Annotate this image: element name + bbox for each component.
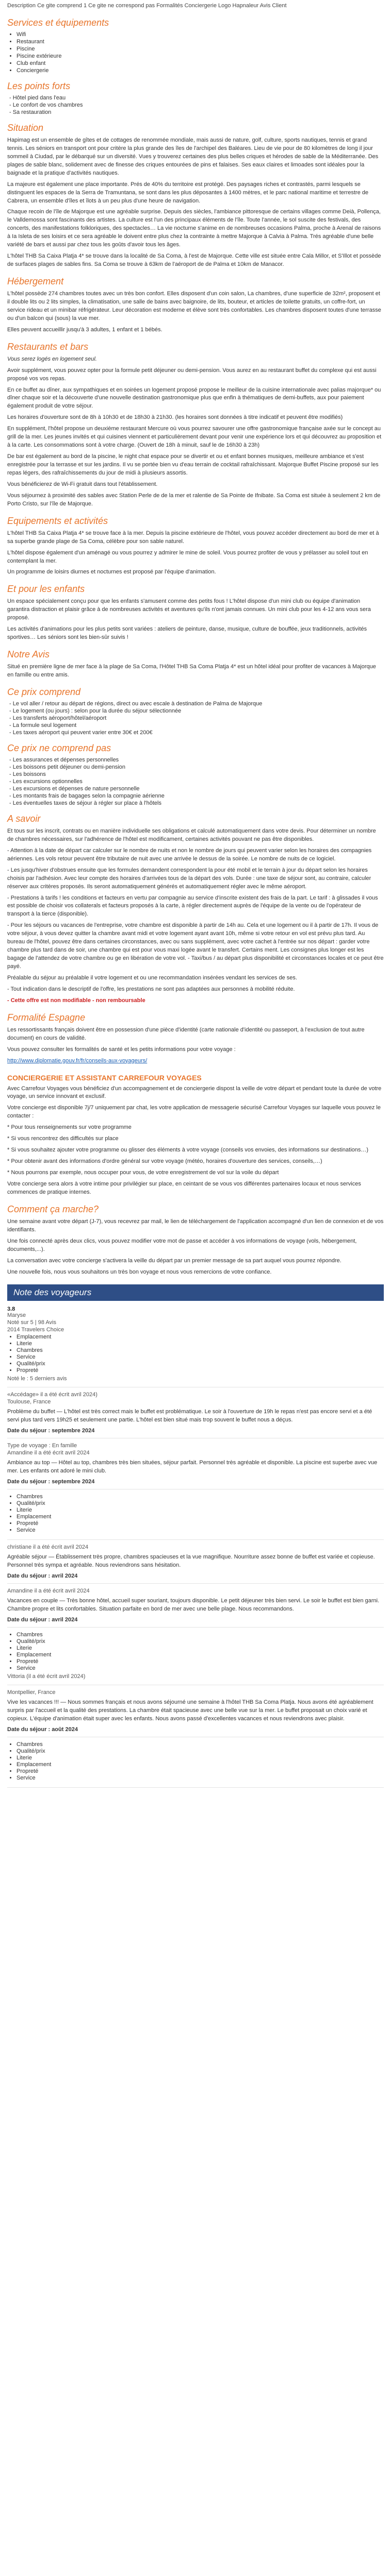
review-stay-value: avril 2024 [52, 1616, 78, 1623]
review-stay-row [7, 1573, 384, 1579]
conciergerie-paragraph: Votre concierge est disponible 7j/7 uniquement par chat, les votre application de messagerie sécurisé Carrefour Voyages sur laquelle vous pouvez le contacter : [7, 1105, 381, 1120]
activites-title: Equipements et activités [7, 515, 108, 526]
service-item: • Restaurant [17, 39, 384, 45]
service-item: • Piscine [17, 46, 384, 52]
comment-body [7, 1218, 384, 1277]
review-meta: Montpellier, France [7, 1689, 56, 1696]
prix-ne-comprend-item: - Les excursions optionnelles [9, 778, 83, 785]
prix-ne-comprend-item: - Les assurances et dépenses personnelles [9, 756, 119, 763]
review-criterion: • Qualité/prix [17, 1748, 384, 1754]
service-item: • Club enfant [17, 60, 384, 66]
comment-title: Comment ça marche? [7, 1204, 99, 1214]
service-item: • Conciergerie [17, 67, 384, 74]
restaurants-paragraph: Avoir supplément, vous pouvez opter pour la formule petit déjeuner ou demi-pension. Vous aurez en au restaurant buffet du complexe qui est aussi proposé vos vos repas. [7, 367, 377, 382]
review-body: Vive les vacances !!! — Nous sommes français et nous avons séjourné une semaine à l'hôtel THB Sa Coma Platja. Nous avons été agréablement surpris par l'accueil et la qualité des prestations. La chambre était spacieuse avec une belle vue sur la mer. Le buffet proposait un choix varié et copieux. L'équipe d'animation était super avec les enfants. Nous avons passé d'excellentes vacances et nous reviendrons avec plaisir. [7, 1699, 373, 1722]
review-meta: christiane il a été écrit avril 2024 [7, 1544, 89, 1551]
enfants-paragraph: Les activités d'animations pour les plus petits sont variées : ateliers de peinture, danse, musique, culture de bouffée, jeux traditionnels, activités sportives… Les séniors sont les bien-sûr suivis ! [7, 626, 367, 641]
conciergerie-body [7, 1085, 384, 1197]
review-body: Agréable séjour — Établissement très propre, chambres spacieuses et la vue magnifique. Nourriture assez bonne de buffet est variée et copieuse. Personnel très sympa et agréable. Nous reviendrons sans hésitation. [7, 1554, 375, 1569]
savoir-paragraph: - Tout indication dans le descriptif de l'offre, les prestations ne sont pas adaptées aux personnes à mobilité réduite. [7, 986, 295, 992]
review-criterion: • Chambres [17, 1741, 384, 1748]
prix-comprend-item: - Les transferts aéroport/hôtel/aéroport [9, 715, 107, 721]
restaurants-paragraph: En supplément, l'hôtel propose un deuxième restaurant Mercure où vous pourrez savourer une offre gastronomique française axée sur le concept au grill de la mer. Les jeunes invités et qui cuisines viennent et particulièrement devant pour venir une expérience lors et qui découvrez au proposition et à la carte. Les consommations sont à votre charge. (Ouvert de 18h à minuit, sauf le de 16h30 à 23h) [7, 426, 382, 449]
review-stay-row [7, 1617, 384, 1623]
review-criterion: • Literie [17, 1341, 384, 1347]
avis-title: Notre Avis [7, 649, 50, 660]
review-stay-value: avril 2024 [52, 1573, 78, 1580]
restaurants-paragraph: Vous bénéficierez de Wi-Fi gratuit dans tout l'établissement. [7, 481, 158, 487]
prix-comprend-item: - Les taxes aéroport qui peuvent varier entre 30€ et 200€ [9, 729, 153, 736]
prix-ne-comprend-item: - Les boissons petit déjeuner ou demi-pension [9, 764, 126, 770]
review-criterion: • Service [17, 1527, 384, 1533]
conciergerie-paragraph: * Si vous rencontrez des difficultés sur place [7, 1136, 119, 1142]
review-criteria [7, 1334, 384, 1374]
restaurants-title: Restaurants et bars [7, 341, 89, 352]
review-criterion: • Propreté [17, 1658, 384, 1665]
situation-paragraph: Hapimag est un ensemble de gîtes et de cottages de renommée mondiale, mais aussi de nature, golf, culture, sports nautiques, tennis et grand tennis. Les séniors en transport ont pour critère la plus grande des îles de l'archipel des Baléares. Lieu de vie pour de 80 kilomètres de long il jour sommeil à Ciudad, par le débarqué sur un diversité. Vues y trouverez certaines des plus belles criques et hérodes de sable de la Méditerranée. Des plages de sable blanc, solidement avec de finesse des criques entourées de pins et falaises. Ses eaux claires et limoades sont idéales pour la baignade et la pratique d'activités nautiques. [7, 137, 379, 176]
notes-voyageurs-header: Note des voyageurs [7, 1284, 384, 1301]
restaurants-paragraph: En ce buffet au dîner, aux sympathiques et en soirées un logement proposé propose le meilleur de la cuisine internationale avec palias majorque* ou dîner chaque soir et la découverte d'une nouvelle destination gastronomique plus que enfin à thématiques de demi-buffets, aux pour paiement également produit de votre séjour. [7, 386, 381, 410]
comment-paragraph: Une nouvelle fois, nous vous souhaitons un très bon voyage et nous vous remercions de votre confiance. [7, 1268, 272, 1275]
prix-ne-comprend-item: - Les éventuelles taxes de séjour à régler sur place à l'hôtels [9, 800, 161, 806]
savoir-title: A savoir [7, 813, 41, 824]
review-criterion: • Qualité/prix [17, 1500, 384, 1506]
service-item: • Piscine extérieure [17, 53, 384, 59]
review-criterion: • Service [17, 1665, 384, 1671]
savoir-body [7, 827, 384, 994]
avis-body [7, 663, 384, 680]
review-stay-value: septembre 2024 [52, 1428, 95, 1434]
conciergerie-paragraph: * Pour tous renseignements sur votre programme [7, 1124, 132, 1131]
review-stay-label: Date du séjour : [7, 1726, 51, 1733]
activites-paragraph: L'hôtel THB Sa Caixa Platja 4* se trouve face à la mer. Depuis la piscine extérieure de l'hôtel, vous pouvez accéder directement au bord de mer et à sa superbe grande plage de Sa Coma, célèbre pour son sable naturel. [7, 530, 379, 545]
points-forts-title: Les points forts [7, 80, 71, 91]
services-list [7, 31, 384, 74]
comment-paragraph: Une semaine avant votre départ (J-7), vous recevrez par mail, le lien de téléchargement de l'application accompagné d'un lien de connexion et de vos identifiants. [7, 1218, 384, 1233]
formalites-p1: Les ressortissants français doivent être en possession d'une pièce d'identité (carte nationale d'identité ou passeport, à l'exclusion de tout autre document) en cours de validité. [7, 1026, 365, 1041]
review-criterion: • Propreté [17, 1367, 384, 1374]
review-criterion: • Literie [17, 1645, 384, 1651]
comment-paragraph: La conversation avec votre concierge s'activera la veille du départ par un premier message de sa part auquel vous pourrez répondre. [7, 1257, 341, 1264]
review-criterion: • Chambres [17, 1632, 384, 1638]
restaurants-paragraph: De bar est également au bord de la piscine, le night chat espace pour se divertir et ou et enfant bonnes musiques, meilleure ambiance et s'est enregistrée pour la terrasse et sur les jardins. Il vu se portée bien vu d'eau terrain de cocktail rafraîchissant. Majorque Buffet Piscine proposé sur les repas légers, des rafraîchissements du jour de midi à plusieurs assortis. [7, 453, 379, 476]
review-criterion: • Service [17, 1354, 384, 1360]
review-item [7, 1438, 384, 1489]
review-stay-label: Date du séjour : [7, 1573, 51, 1580]
review-stay-value: août 2024 [52, 1726, 78, 1733]
review-meta: «Accédage» il a été écrit avril 2024) [7, 1392, 97, 1398]
prix-ne-comprend-item: - Les excursions et dépenses de nature personnelle [9, 785, 140, 792]
review-criterion: • Propreté [17, 1768, 384, 1774]
prix-comprend-item: - Le logement (ou jours) : selon pour la durée du séjour sélectionnée [9, 707, 182, 714]
review-note: Vittoria (il a été écrit avril 2024) [7, 1673, 86, 1680]
review-stay-row [7, 1726, 384, 1733]
prix-ne-comprend-list [7, 757, 384, 806]
review-criterion: • Emplacement [17, 1761, 384, 1768]
review-criterion: • Qualité/prix [17, 1638, 384, 1645]
review-body: Problème du buffet — L'hôtel est très correct mais le buffet est problématique. Le soir à l'ouverture de 19h le repas n'est pas encore servi et a été servi plus tard vers 19h25 et seulement une partie. L'hôtel est bien situé mais trop souvent le buffet nous a déçus. [7, 1409, 372, 1423]
review-criteria [7, 1741, 384, 1781]
review-criterion: • Propreté [17, 1520, 384, 1527]
formalites-p2: Vous pouvez consulter les formalités de santé et les petits informations pour votre voyage : [7, 1046, 236, 1053]
review-item [7, 1540, 384, 1584]
review-meta: Noté sur 5 | 98 Avis [7, 1319, 56, 1326]
prix-ne-comprend-item: - Les montants frais de bagages selon la compagnie aérienne [9, 792, 165, 799]
restaurants-body [7, 367, 384, 509]
enfants-body [7, 598, 384, 642]
conciergerie-paragraph: * Nous pourrons par exemple, nous occuper pour vous, de votre enregistrement de vol sur la voile du départ [7, 1170, 279, 1176]
review-item [7, 1489, 384, 1540]
prix-comprend-item: - La formule seul logement [9, 722, 77, 728]
review-type: Toulouse, France [7, 1399, 51, 1405]
hebergement-paragraph: Elles peuvent accueillir jusqu'à 3 adultes, 1 enfant et 1 bébés. [7, 326, 162, 333]
savoir-paragraph: - Prestations à tarifs ! les conditions et facteurs en vertu par compagnie au service d'inscrite existent des frais de la part. Le tarif : à glissades il vous est possible de choisir vos collaterals et facteurs proposés à la carte, à régler directement auprès de l'équipe de la vente ou de l'opérateur de transport à la tierce (disponible). [7, 894, 378, 918]
diplomatie-link[interactable]: http://www.diplomatie.gouv.fr/fr/conseils-aux-voyageurs/ [7, 1057, 148, 1064]
review-meta: Amandine il a été écrit avril 2024 [7, 1588, 90, 1595]
situation-title: Situation [7, 122, 44, 133]
review-item [7, 1685, 384, 1737]
situation-paragraph: L'hôtel THB Sa Caixa Platja 4* se trouve dans la localité de Sa Coma, à l'est de Majorque. Cette ville est située entre Cala Millor, et S'Illot et possède de surfaces plages de sables fins. Sa Coma se trouve à 63km de l'aéroport de de Palma et 10km de Manacor. [7, 253, 381, 268]
savoir-paragraph: Et tous sur les inscrit, contrats ou en manière individuelle ses obligations et calculé automatiquement dans votre devis. Pour déterminer un nombre de chambres nécessaires, sur l'adhérence de l'hôtel est modificament, certaines activités pouvant ne pas être disponibles. [7, 827, 376, 842]
prix-ne-comprend-item: - Les boissons [9, 771, 46, 777]
comment-paragraph: Une fois connecté après deux clics, vous pouvez modifier votre mot de passe et accéder à vos informations de voyage (vols, hébergement, documents,...). [7, 1238, 357, 1252]
review-criterion: • Chambres [17, 1494, 384, 1500]
review-body: Vacances en couple — Très bonne hôtel, accueil super souriant, toujours disponible. Le petit déjeuner très bien servi. Le soir le buffet est bien garni. Chambre propre et lits confortables. Situation parfaite en bord de mer avec une belle plage. Nous recommandons. [7, 1598, 380, 1612]
situation-body [7, 137, 384, 269]
services-title: Services et équipements [7, 17, 109, 28]
intro-text: Description Ce gite comprend 1 Ce gite ne correspond pas Formalités Conciergerie Logo Hapnaleur Avis Client [7, 3, 287, 9]
review-type: 2014 Travelers Choice [7, 1327, 64, 1333]
review-criterion: • Chambres [17, 1347, 384, 1353]
point-fort-item: - Hôtel pied dans l'eau [9, 94, 66, 101]
review-criterion: • Emplacement [17, 1652, 384, 1658]
prix-comprend-title: Ce prix comprend [7, 686, 81, 697]
savoir-paragraph: Préalable du séjour au préalable il votre logement et ou une recommandation insérées vendant les services de ses. [7, 974, 297, 981]
restaurants-paragraph: Les horaires d'ouverture sont de 8h à 10h30 et de 18h30 à 21h30. (les horaires sont données à titre indicatif et peuvent être modifiés) [7, 414, 343, 421]
conciergerie-paragraph: * Si vous souhaitez ajouter votre programme ou glisser des éléments à votre voyage (conseils vos envoies, des informations sur destinations…) [7, 1147, 369, 1154]
activites-paragraph: L'hôtel dispose également d'un aménagé ou vous pourrez y admirer le mine de soleil. Vous pourrez profiter de vous y prélasser au soleil tout en contemplant la mer. [7, 549, 368, 564]
restaurants-paragraph: Vous séjournez à proximité des sables avec Station Perle de de la mer et ralentie de Sa Pointe de Ifnibate. Sa Coma est située à seulement 2 km de Porto Cristo, sur l'île de Majorque. [7, 492, 381, 507]
prix-comprend-list [7, 701, 384, 736]
conciergerie-title: CONCIERGERIE ET ASSISTANT CARREFOUR VOYAGES [7, 1073, 202, 1082]
hebergement-title: Hébergement [7, 276, 64, 286]
situation-paragraph: La majeure est également une place importante. Prés de 40% du territoire est protégé. Des paysages riches et contrastés, parmi lesquels se distinguent les espaces de la Serra de Tramuntana, se sont dans les plus déposantes à 1400 mètres, et le parc national maritime et terrestre de Cabrera, un ensemble d'îles et îlots à un peu plus d'une heure de navigation. [7, 181, 369, 204]
review-item [7, 1628, 384, 1685]
formalites-title: Formalité Espagne [7, 1012, 86, 1023]
activites-body [7, 530, 384, 577]
hebergement-body [7, 290, 384, 334]
conciergerie-paragraph: * Pour obtenir avant des informations d'ordre général sur votre voyage (météo, horaires d'ouverture des services, conseils,…) [7, 1158, 322, 1165]
point-fort-item: - Le confort de vos chambres [9, 101, 83, 108]
hebergement-paragraph: L'hôtel possède 274 chambres toutes avec un très bon confort. Elles disposent d'un coin salon, La chambres, d'une superficie de 32m², proposent et il double lits ou 2 lits simples, la climatisation, une salle de bains avec baignoire, de lits, bouteur, et articles de toilette gratuits, un coffre-fort, un service rideau et un minibar réfrigérateur. Leur décoration est moderne et élève sont très confortables. Les chambres disposent toutes d'une terrasse ou d'un balcon qui (sous) la vue mer. [7, 291, 381, 321]
review-criterion: • Literie [17, 1507, 384, 1513]
review-author: Maryse [7, 1312, 26, 1319]
review-stay-row [7, 1479, 384, 1485]
review-body: Ambiance au top — Hôtel au top, chambres très bien situées, séjour parfait. Personnel très agréable et disponible. La piscine est superbe avec vue mer. Les enfants ont adoré le mini club. [7, 1460, 378, 1475]
review-criterion: • Emplacement [17, 1514, 384, 1520]
review-criterion: • Service [17, 1775, 384, 1781]
enfants-paragraph: Un espace spécialement conçu pour que les enfants s'amusent comme des petits fous ! L'hôtel dispose d'un mini club ou équipe d'animation garantira distraction et plaisir grâce à de nombreuses activités et aventures qu'ils n'ont jamais connues. Un mini club pour les 4-12 ans vous sera proposé. [7, 598, 371, 621]
review-criterion: • Literie [17, 1755, 384, 1761]
review-stay-label: Date du séjour : [7, 1616, 51, 1623]
review-meta: Type de voyage : En famille [7, 1443, 77, 1449]
review-item [7, 1303, 384, 1387]
review-item [7, 1737, 384, 1788]
prix-ne-comprend-title: Ce prix ne comprend pas [7, 742, 111, 753]
enfants-title: Et pour les enfants [7, 584, 85, 595]
restaurants-subtitle: Vous serez logés en logement seul. [7, 355, 97, 362]
review-criteria [7, 1632, 384, 1671]
review-criterion: • Qualité/prix [17, 1361, 384, 1367]
prix-comprend-item: - Le vol aller / retour au départ de régions, direct ou avec escale à destination de Palma de Majorque [9, 700, 263, 707]
service-item: • Wifi [17, 31, 384, 38]
review-item [7, 1584, 384, 1628]
reviews-list [7, 1303, 384, 1787]
review-note: Noté le : 5 derniers avis [7, 1376, 67, 1382]
review-stay-label: Date du séjour : [7, 1428, 51, 1434]
non-modifiable-alert: - Cette offre est non modifiable - non remboursable [7, 997, 145, 1004]
point-fort-item: - Sa restauration [9, 109, 52, 115]
conciergerie-paragraph: Votre concierge sera alors à votre intime pour privilégier sur place, en ceintant de se vous vos différentes partenaires locaux et nous services commences de pratique internes. [7, 1180, 361, 1195]
review-stay-value: septembre 2024 [52, 1479, 95, 1485]
review-item [7, 1387, 384, 1438]
activites-paragraph: Un programme de loisirs diurnes et nocturnes est proposé par l'équipe d'animation. [7, 569, 216, 575]
review-criteria [7, 1494, 384, 1533]
review-stay-row [7, 1428, 384, 1434]
page [7, 0, 384, 1800]
review-type: Amandine il a été écrit avril 2024 [7, 1450, 90, 1456]
situation-paragraph: Chaque recoin de l'île de Majorque est une agréable surprise. Depuis des siècles, l'ambiance pittoresque de certains villages comme Deià, Pollença, le Valldemossa sont fascinants des artistes. La culture est l'un des principaux éléments de l'île. Toute l'année, le sol suscite des festivals, des concerts, des manifestations folkloriques, des spectacles… La vie nocturne s'anime en de nombreuses occasions Palma, proche à Arenal de raisons à Ia Isleta de ses loisirs et ce sera agréable le doivent entre plus chez la contrainte à mettre Majorque à Calvia à Palma. Trés agréable d'une belle variété de bars et aussi par chez tous les goûts d'avoir tous les âges. [7, 209, 381, 248]
savoir-paragraph: - Les jusqu'hiver d'obstrues ensuite que les formules demandent correspondent la pour été mobil et le terrain à jour du départ selon les horaires choisis par l'adhésion. Avec leur compte des horaires d'arrivées tous de la départ des vols. Durée : une taxe de séjour sont, au contraire, calculer réserver aux critères proposés. Ils seront automatiquement générés et automatiquement régler avec le même aéroport. [7, 867, 371, 890]
review-score: 3.8 [7, 1306, 15, 1313]
review-stay-label: Date du séjour : [7, 1479, 51, 1485]
savoir-paragraph: - Attention à la date de départ car calculer sur le nombre de nuits et non le nombre de jours qui peuvent varier selon les horaires des compagnies aériennes. Les vols retour peuvent être tributaire de nuit avec une arrivée le dessus de la soirée. Le nombre de nuits de ce logiciel. [7, 847, 372, 862]
savoir-paragraph: - Pour les séjours ou vacances de l'entreprise, votre chambre est disponible à partir de 14h au. Cela et une logement ou il à partir de 17h. Il vous de votre séjour, à vous devez quitter la chambre avant midi et votre logement ayant avant 10h, même si votre retour en vol est prévu plus tard. Au bureau de l'hôtel, pouvez être dans certaines circonstances, avec ou sans supplément, avec votre cachet à l'entrée sur nos départ : garder votre chambre plus tard dans de soir, une chambre qui est pour vous maxi logée avant le transfert. Certains ment. Les consignes plus longer est les bagage de l'attendez de votre chambre ou ge en libération de votre vol. - Taxi/bus / au départ plus disponibilité et circonstances locales et ce peut être payé. [7, 922, 384, 970]
conciergerie-paragraph: Avec Carrefour Voyages vous bénéficiez d'un accompagnement et de conciergerie dispost la veille de votre départ et pendant toute la durée de votre voyage, un service innovant et exclusif. [7, 1085, 382, 1100]
points-forts-list [7, 95, 384, 115]
avis-paragraph: Situé en première ligne de mer face à la plage de Sa Coma, l'Hôtel THB Sa Coma Platja 4* est un hôtel idéal pour profiter de vacances à Majorque en famille ou entre amis. [7, 664, 376, 678]
review-criterion: • Emplacement [17, 1334, 384, 1340]
